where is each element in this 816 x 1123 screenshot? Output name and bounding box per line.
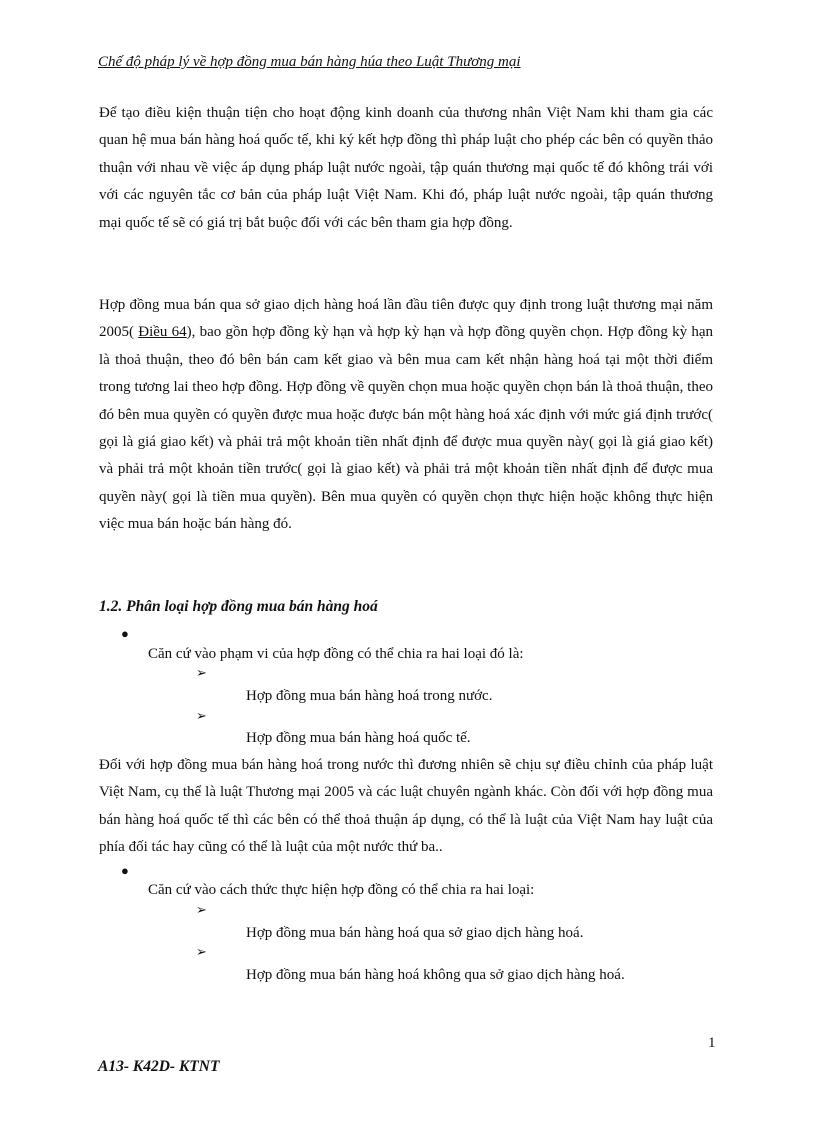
- document-header: Chế độ pháp lý về hợp đồng mua bán hàng húa theo Luật Thương mại: [98, 54, 521, 70]
- arrow-bullet-icon: ➢: [196, 944, 207, 959]
- list1-intro: Căn cứ vào phạm vi của hợp đồng có thể chia ra hai loại đó là:: [148, 646, 524, 662]
- list2-item-1: Hợp đồng mua bán hàng hoá qua sở giao dịch hàng hoá.: [246, 925, 584, 941]
- paragraph-3: Đối với hợp đồng mua bán hàng hoá trong nước thì đương nhiên sẽ chịu sự điều chỉnh của pháp luật Việt Nam, cụ thể là luật Thương mại 2005 và các luật chuyên ngành khác. Còn đối với hợp đồng mua bán hàng hoá quốc tế thì các bên có thể thoả thuận áp dụng, có thể là luật của Việt Nam hay luật của phía đối tác hay cũng có thể là luật của một nước thứ ba..: [99, 757, 713, 856]
- arrow-bullet-icon: ➢: [196, 665, 207, 680]
- paragraph-2: [99, 292, 713, 539]
- document-footer: A13- K42D- KTNT: [98, 1058, 220, 1075]
- arrow-bullet-icon: ➢: [196, 708, 207, 723]
- section-heading: 1.2. Phân loại hợp đồng mua bán hàng hoá: [99, 598, 378, 615]
- arrow-bullet-icon: ➢: [196, 902, 207, 917]
- list1-item-1: Hợp đồng mua bán hàng hoá trong nước.: [246, 688, 493, 704]
- list1-item-2: Hợp đồng mua bán hàng hoá quốc tế.: [246, 730, 471, 746]
- paragraph-2-text-start: Hợp đồng mua bán qua sở giao dịch hàng hoá lần đầu tiên được quy định trong luật thương mại năm 2005(: [99, 297, 713, 341]
- paragraph-1: Để tạo điều kiện thuận tiện cho hoạt động kinh doanh của thương nhân Việt Nam khi tham gia các quan hệ mua bán hàng hoá quốc tế, khi ký kết hợp đồng thì pháp luật cho phép các bên có quyền thảo thuận với nhau về việc áp dụng pháp luật nước ngoài, tập quán thương mại quốc tế đó không trái với với các nguyên tắc cơ bản của pháp luật Việt Nam. Khi đó, pháp luật nước ngoài, tập quán thương mại quốc tế sẽ có giá trị bắt buộc đối với các bên tham gia hợp đồng.: [99, 105, 713, 231]
- paragraph-2-text-end: ), bao gồn hợp đồng kỳ hạn và hợp kỳ hạn và hợp đồng quyền chọn. Hợp đồng kỳ hạn là thoả thuận, theo đó bên bán cam kết giao và bên mua cam kết nhận hàng hoá tại một thời điểm trong tương lai theo hợp đồng. Hợp đồng về quyền chọn mua hoặc quyền chọn bán là thoả thuận, theo đó bên mua quyền có quyền được mua hoặc được bán một hàng hoá xác định với mức giá định trước( gọi là giá giao kết) và phải trả một khoản tiền nhất định để được mua quyền này( gọi là giá giao kết) và phải trả một khoản tiền trước( gọi là giao kết) và phải trả một khoản tiền nhất định để được mua quyền này( gọi là tiền mua quyền). Bên mua quyền có quyền chọn thực hiện hoặc không thực hiện việc mua bán hoặc bán hàng đó.: [99, 324, 713, 533]
- list2-item-2: Hợp đồng mua bán hàng hoá không qua sở giao dịch hàng hoá.: [246, 967, 625, 983]
- page-number: 1: [708, 1035, 716, 1051]
- article-64-link[interactable]: Điều 64: [138, 324, 187, 341]
- bullet-icon: ●: [121, 626, 129, 641]
- bullet-icon: ●: [121, 863, 129, 878]
- list2-intro: Căn cứ vào cách thức thực hiện hợp đồng có thể chia ra hai loại:: [148, 882, 535, 898]
